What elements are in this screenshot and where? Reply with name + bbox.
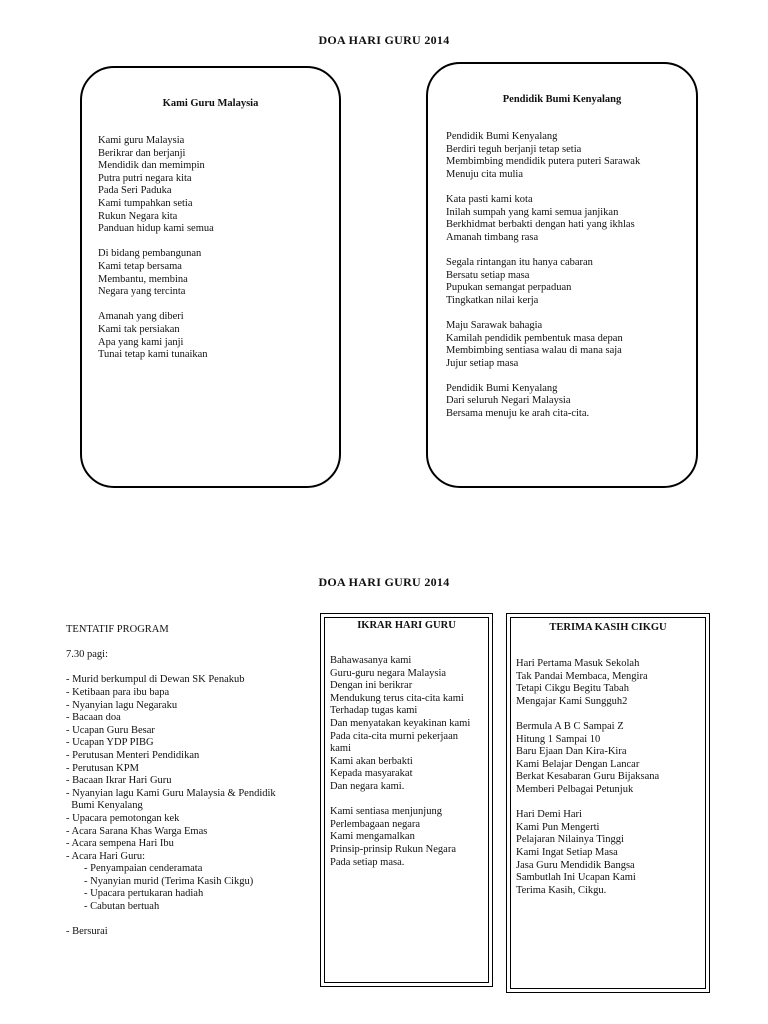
ikrar-hari-guru-text	[330, 655, 470, 869]
lyric-line: Bahawasanya kami	[330, 655, 412, 666]
lyric-line: Maju Sarawak bahagia	[446, 319, 543, 331]
lyric-line: Mengajar Kami Sungguh2	[516, 695, 628, 707]
lyric-line: Apa yang kami janji	[98, 336, 184, 348]
lyric-line: Tingkatkan nilai kerja	[446, 294, 539, 306]
lyric-line: Pendidik Bumi Kenyalang	[446, 382, 558, 394]
lyric-line: Hitung 1 Sampai 10	[516, 733, 601, 745]
program-subitem: - Upacara pertukaran hadiah	[84, 888, 204, 900]
kami-guru-malaysia-heading: Kami Guru Malaysia	[162, 98, 259, 109]
lyric-line: Berikrar dan berjanji	[98, 147, 186, 159]
program-item: - Bacaan doa	[66, 712, 121, 724]
lyric-line: Membantu, membina	[98, 273, 188, 285]
terima-kasih-cikgu-lyrics	[516, 658, 659, 897]
lyric-line: Kami sentiasa menjunjung	[330, 806, 442, 818]
kami-guru-malaysia-box	[80, 66, 341, 488]
lyric-line: Dan negara kami.	[330, 780, 405, 792]
lyric-line: Pada setiap masa.	[330, 856, 405, 868]
lyric-line: Dari seluruh Negari Malaysia	[446, 395, 571, 407]
program-item: - Perutusan KPM	[66, 762, 139, 774]
program-heading: TENTATIF PROGRAM	[66, 624, 169, 635]
terima-kasih-cikgu-box	[510, 617, 706, 989]
lyric-line: Mendukung terus cita-cita kami	[330, 692, 464, 704]
lyric-line: Bersama menuju ke arah cita-cita.	[446, 408, 590, 420]
pendidik-bumi-kenyalang-lyrics	[446, 131, 640, 421]
lyric-line: Membimbing mendidik putera puteri Sarawak	[446, 156, 641, 168]
lyric-line: Kami Ingat Setiap Masa	[516, 846, 618, 858]
lyric-line: Hari Pertama Masuk Sekolah	[516, 658, 640, 669]
page2-title: DOA HARI GURU 2014	[318, 575, 450, 589]
program-closing: - Bersurai	[66, 926, 108, 938]
page1-title: DOA HARI GURU 2014	[318, 33, 450, 47]
lyric-line: Dengan ini berikrar	[330, 680, 413, 692]
lyric-line: Panduan hidup kami semua	[98, 223, 214, 235]
pendidik-bumi-kenyalang-box	[426, 62, 698, 488]
lyric-line: kami	[330, 743, 351, 755]
program-time: 7.30 pagi:	[66, 649, 108, 661]
kami-guru-malaysia-lyrics	[98, 135, 214, 362]
lyric-line: Kami Belajar Dengan Lancar	[516, 758, 640, 770]
lyric-line: Kata pasti kami kota	[446, 193, 533, 205]
lyric-line: Jujur setiap masa	[446, 357, 519, 369]
lyric-line: Tunai tetap kami tunaikan	[98, 349, 208, 361]
lyric-line: Pelajaran Nilainya Tinggi	[516, 834, 624, 846]
program-item: Bumi Kenyalang	[66, 800, 143, 812]
lyric-line: Prinsip-prinsip Rukun Negara	[330, 843, 456, 855]
lyric-line: Kami tak persiakan	[98, 323, 180, 335]
program-item: - Nyanyian lagu Kami Guru Malaysia & Pendidik	[66, 787, 276, 799]
program-item: - Ucapan YDP PIBG	[66, 737, 154, 749]
program-item: - Upacara pemotongan kek	[66, 812, 180, 824]
lyric-line: Membimbing sentiasa walau di mana saja	[446, 345, 622, 357]
program-item: - Perutusan Menteri Pendidikan	[66, 749, 200, 761]
lyric-line: Berdiri teguh berjanji tetap setia	[446, 143, 582, 155]
lyric-line: Kami Pun Mengerti	[516, 821, 600, 833]
lyric-line: Baru Ejaan Dan Kira-Kira	[516, 746, 627, 758]
lyric-line: Inilah sumpah yang kami semua janjikan	[446, 206, 619, 218]
program-subitem: - Nyanyian murid (Terima Kasih Cikgu)	[84, 875, 254, 887]
lyric-line: Kami mengamalkan	[330, 831, 415, 843]
program-item: - Murid berkumpul di Dewan SK Penakub	[66, 674, 245, 686]
program-item: - Acara Hari Guru:	[66, 850, 146, 862]
ikrar-hari-guru-box	[324, 617, 489, 983]
program-item: - Ketibaan para ibu bapa	[66, 686, 170, 698]
lyric-line: Kami tetap bersama	[98, 260, 182, 272]
lyric-line: Segala rintangan itu hanya cabaran	[446, 256, 593, 268]
lyric-line: Bermula A B C Sampai Z	[516, 720, 624, 732]
lyric-line: Pada cita-cita murni pekerjaan	[330, 730, 458, 742]
lyric-line: Rukun Negara kita	[98, 210, 178, 222]
program-item: - Acara Sarana Khas Warga Emas	[66, 825, 208, 837]
pendidik-bumi-kenyalang-heading: Pendidik Bumi Kenyalang	[502, 94, 622, 105]
lyric-line: Jasa Guru Mendidik Bangsa	[516, 859, 635, 871]
lyric-line: Berkat Kesabaran Guru Bijaksana	[516, 771, 660, 783]
lyric-line: Terhadap tugas kami	[330, 705, 418, 717]
lyric-line: Tak Pandai Membaca, Mengira	[516, 670, 648, 682]
lyric-line: Pupukan semangat perpaduan	[446, 282, 572, 294]
lyric-line: Di bidang pembangunan	[98, 248, 202, 260]
lyric-line: Berkhidmat berbakti dengan hati yang ikhlas	[446, 219, 635, 231]
lyric-line: Dan menyatakan keyakinan kami	[330, 717, 471, 729]
ikrar-hari-guru-heading: IKRAR HARI GURU	[357, 620, 456, 631]
program-subitem: - Cabutan bertuah	[84, 901, 160, 913]
terima-kasih-cikgu-heading: TERIMA KASIH CIKGU	[549, 622, 667, 633]
lyric-line: Kepada masyarakat	[330, 768, 413, 780]
lyric-line: Mendidik dan memimpin	[98, 160, 205, 172]
tentatif-program	[66, 624, 316, 939]
program-item: - Nyanyian lagu Negaraku	[66, 699, 178, 711]
lyric-line: Kamilah pendidik pembentuk masa depan	[446, 332, 623, 344]
lyric-line: Hari Demi Hari	[516, 809, 582, 821]
lyric-line: Perlembagaan negara	[330, 818, 421, 830]
lyric-line: Memberi Pelbagai Petunjuk	[516, 783, 634, 795]
lyric-line: Pendidik Bumi Kenyalang	[446, 131, 558, 142]
lyric-line: Amanah yang diberi	[98, 311, 184, 323]
lyric-line: Kami tumpahkan setia	[98, 197, 193, 209]
lyric-line: Pada Seri Paduka	[98, 185, 172, 197]
lyric-line: Putra putri negara kita	[98, 172, 192, 184]
lyric-line: Bersatu setiap masa	[446, 269, 530, 281]
program-item: - Acara sempena Hari Ibu	[66, 838, 174, 850]
program-item: - Bacaan Ikrar Hari Guru	[66, 775, 172, 787]
lyric-line: Amanah timbang rasa	[446, 231, 539, 243]
lyric-line: Kami akan berbakti	[330, 755, 413, 767]
lyric-line: Menuju cita mulia	[446, 168, 523, 180]
lyric-line: Guru-guru negara Malaysia	[330, 667, 447, 679]
lyric-line: Kami guru Malaysia	[98, 135, 185, 146]
lyric-line: Negara yang tercinta	[98, 286, 186, 298]
lyric-line: Terima Kasih, Cikgu.	[516, 884, 607, 896]
lyric-line: Sambutlah Ini Ucapan Kami	[516, 872, 636, 884]
program-subitem: - Penyampaian cenderamata	[84, 863, 203, 875]
lyric-line: Tetapi Cikgu Begitu Tabah	[516, 683, 629, 695]
program-item: - Ucapan Guru Besar	[66, 724, 155, 736]
